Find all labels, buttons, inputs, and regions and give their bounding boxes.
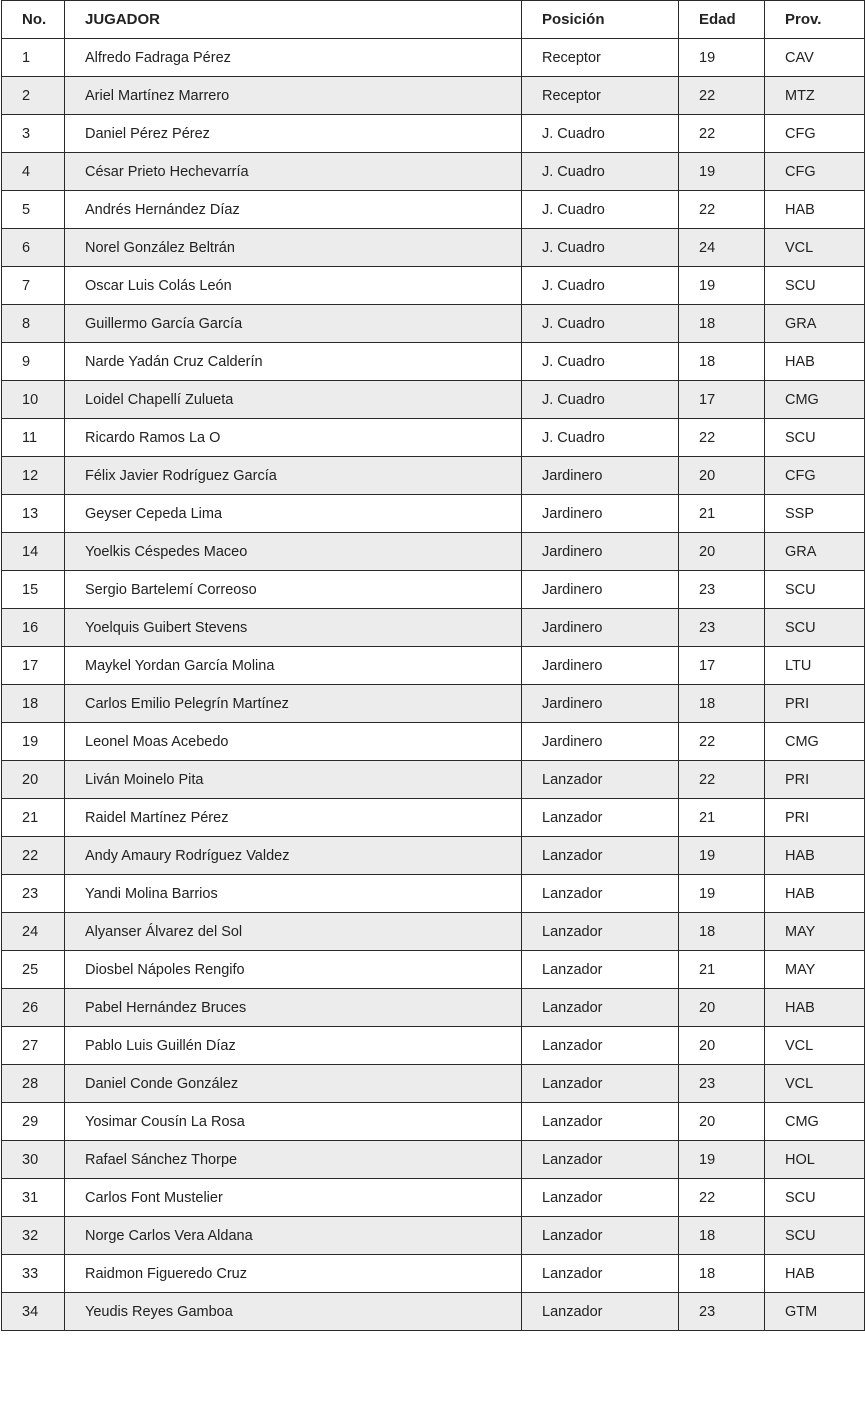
cell-age: 22 bbox=[679, 77, 765, 115]
cell-province: HAB bbox=[765, 875, 865, 913]
cell-age: 18 bbox=[679, 913, 765, 951]
cell-age: 24 bbox=[679, 229, 765, 267]
cell-position: Jardinero bbox=[522, 457, 679, 495]
players-table bbox=[1, 0, 865, 1331]
cell-province: VCL bbox=[765, 229, 865, 267]
cell-age: 18 bbox=[679, 1255, 765, 1293]
cell-number: 20 bbox=[2, 761, 65, 799]
cell-province: CMG bbox=[765, 1103, 865, 1141]
cell-number: 22 bbox=[2, 837, 65, 875]
table-row bbox=[2, 381, 865, 419]
cell-age: 20 bbox=[679, 533, 765, 571]
table-row bbox=[2, 1103, 865, 1141]
cell-province: CFG bbox=[765, 153, 865, 191]
cell-number: 14 bbox=[2, 533, 65, 571]
cell-age: 19 bbox=[679, 267, 765, 305]
cell-player-name: Loidel Chapellí Zulueta bbox=[65, 381, 522, 419]
cell-number: 2 bbox=[2, 77, 65, 115]
cell-province: SCU bbox=[765, 419, 865, 457]
cell-position: Jardinero bbox=[522, 685, 679, 723]
table-row bbox=[2, 153, 865, 191]
cell-province: SCU bbox=[765, 609, 865, 647]
cell-number: 3 bbox=[2, 115, 65, 153]
cell-position: J. Cuadro bbox=[522, 343, 679, 381]
cell-player-name: Ariel Martínez Marrero bbox=[65, 77, 522, 115]
table-row bbox=[2, 267, 865, 305]
cell-province: HAB bbox=[765, 989, 865, 1027]
cell-player-name: Daniel Conde González bbox=[65, 1065, 522, 1103]
cell-age: 22 bbox=[679, 761, 765, 799]
cell-province: GTM bbox=[765, 1293, 865, 1331]
header-age: Edad bbox=[679, 1, 765, 39]
table-row bbox=[2, 685, 865, 723]
cell-province: MAY bbox=[765, 951, 865, 989]
cell-position: Lanzador bbox=[522, 1103, 679, 1141]
cell-player-name: Yoelquis Guibert Stevens bbox=[65, 609, 522, 647]
cell-position: J. Cuadro bbox=[522, 419, 679, 457]
cell-player-name: Andrés Hernández Díaz bbox=[65, 191, 522, 229]
cell-number: 9 bbox=[2, 343, 65, 381]
cell-province: SCU bbox=[765, 1179, 865, 1217]
cell-age: 20 bbox=[679, 1027, 765, 1065]
cell-number: 13 bbox=[2, 495, 65, 533]
cell-province: VCL bbox=[765, 1027, 865, 1065]
cell-age: 22 bbox=[679, 115, 765, 153]
cell-player-name: Félix Javier Rodríguez García bbox=[65, 457, 522, 495]
cell-position: Lanzador bbox=[522, 1255, 679, 1293]
cell-age: 23 bbox=[679, 571, 765, 609]
cell-number: 26 bbox=[2, 989, 65, 1027]
table-row bbox=[2, 419, 865, 457]
cell-age: 18 bbox=[679, 1217, 765, 1255]
cell-position: Jardinero bbox=[522, 495, 679, 533]
table-row bbox=[2, 495, 865, 533]
table-row bbox=[2, 1293, 865, 1331]
cell-province: MAY bbox=[765, 913, 865, 951]
cell-position: J. Cuadro bbox=[522, 381, 679, 419]
table-row bbox=[2, 989, 865, 1027]
cell-province: HAB bbox=[765, 343, 865, 381]
table-body bbox=[2, 39, 865, 1331]
cell-position: Lanzador bbox=[522, 1141, 679, 1179]
cell-number: 1 bbox=[2, 39, 65, 77]
header-player: JUGADOR bbox=[65, 1, 522, 39]
table-header bbox=[2, 1, 865, 39]
cell-position: Lanzador bbox=[522, 761, 679, 799]
cell-player-name: Daniel Pérez Pérez bbox=[65, 115, 522, 153]
cell-number: 29 bbox=[2, 1103, 65, 1141]
cell-number: 5 bbox=[2, 191, 65, 229]
cell-province: SCU bbox=[765, 267, 865, 305]
cell-position: Lanzador bbox=[522, 1065, 679, 1103]
cell-province: LTU bbox=[765, 647, 865, 685]
cell-province: GRA bbox=[765, 305, 865, 343]
cell-number: 4 bbox=[2, 153, 65, 191]
cell-number: 21 bbox=[2, 799, 65, 837]
cell-player-name: Andy Amaury Rodríguez Valdez bbox=[65, 837, 522, 875]
cell-player-name: Maykel Yordan García Molina bbox=[65, 647, 522, 685]
cell-number: 33 bbox=[2, 1255, 65, 1293]
cell-position: Lanzador bbox=[522, 951, 679, 989]
cell-age: 22 bbox=[679, 723, 765, 761]
cell-number: 7 bbox=[2, 267, 65, 305]
cell-province: CMG bbox=[765, 381, 865, 419]
table-row bbox=[2, 1179, 865, 1217]
header-province: Prov. bbox=[765, 1, 865, 39]
cell-number: 24 bbox=[2, 913, 65, 951]
cell-province: GRA bbox=[765, 533, 865, 571]
cell-position: Lanzador bbox=[522, 1179, 679, 1217]
cell-player-name: Carlos Emilio Pelegrín Martínez bbox=[65, 685, 522, 723]
table-row bbox=[2, 457, 865, 495]
cell-age: 23 bbox=[679, 1293, 765, 1331]
cell-age: 19 bbox=[679, 153, 765, 191]
cell-position: Lanzador bbox=[522, 875, 679, 913]
cell-age: 22 bbox=[679, 1179, 765, 1217]
cell-age: 23 bbox=[679, 609, 765, 647]
cell-player-name: Norge Carlos Vera Aldana bbox=[65, 1217, 522, 1255]
cell-age: 20 bbox=[679, 989, 765, 1027]
table-row bbox=[2, 723, 865, 761]
table-row bbox=[2, 571, 865, 609]
cell-position: J. Cuadro bbox=[522, 229, 679, 267]
cell-position: Lanzador bbox=[522, 1217, 679, 1255]
header-row bbox=[2, 1, 865, 39]
table-row bbox=[2, 837, 865, 875]
table-row bbox=[2, 799, 865, 837]
cell-province: VCL bbox=[765, 1065, 865, 1103]
cell-province: CFG bbox=[765, 115, 865, 153]
cell-number: 12 bbox=[2, 457, 65, 495]
cell-player-name: Yandi Molina Barrios bbox=[65, 875, 522, 913]
header-position: Posición bbox=[522, 1, 679, 39]
table-row bbox=[2, 1255, 865, 1293]
cell-player-name: Pablo Luis Guillén Díaz bbox=[65, 1027, 522, 1065]
cell-province: CAV bbox=[765, 39, 865, 77]
cell-province: MTZ bbox=[765, 77, 865, 115]
table-row bbox=[2, 115, 865, 153]
cell-position: Receptor bbox=[522, 77, 679, 115]
cell-province: HAB bbox=[765, 191, 865, 229]
cell-age: 19 bbox=[679, 39, 765, 77]
cell-player-name: Yoelkis Céspedes Maceo bbox=[65, 533, 522, 571]
cell-number: 16 bbox=[2, 609, 65, 647]
cell-player-name: Raidel Martínez Pérez bbox=[65, 799, 522, 837]
table-row bbox=[2, 1065, 865, 1103]
cell-position: J. Cuadro bbox=[522, 153, 679, 191]
cell-province: SSP bbox=[765, 495, 865, 533]
cell-age: 17 bbox=[679, 647, 765, 685]
cell-age: 18 bbox=[679, 343, 765, 381]
cell-position: Jardinero bbox=[522, 609, 679, 647]
table-row bbox=[2, 533, 865, 571]
cell-age: 23 bbox=[679, 1065, 765, 1103]
header-no: No. bbox=[2, 1, 65, 39]
cell-position: Jardinero bbox=[522, 723, 679, 761]
cell-age: 22 bbox=[679, 419, 765, 457]
cell-age: 20 bbox=[679, 1103, 765, 1141]
cell-player-name: Oscar Luis Colás León bbox=[65, 267, 522, 305]
cell-number: 25 bbox=[2, 951, 65, 989]
table-row bbox=[2, 1141, 865, 1179]
cell-position: Lanzador bbox=[522, 799, 679, 837]
cell-age: 21 bbox=[679, 799, 765, 837]
cell-province: PRI bbox=[765, 761, 865, 799]
table-row bbox=[2, 609, 865, 647]
cell-age: 21 bbox=[679, 495, 765, 533]
cell-player-name: Yosimar Cousín La Rosa bbox=[65, 1103, 522, 1141]
table-row bbox=[2, 305, 865, 343]
cell-province: PRI bbox=[765, 799, 865, 837]
cell-age: 19 bbox=[679, 837, 765, 875]
cell-number: 19 bbox=[2, 723, 65, 761]
cell-player-name: Yeudis Reyes Gamboa bbox=[65, 1293, 522, 1331]
cell-number: 17 bbox=[2, 647, 65, 685]
table-row bbox=[2, 39, 865, 77]
cell-number: 32 bbox=[2, 1217, 65, 1255]
cell-age: 18 bbox=[679, 685, 765, 723]
table-row bbox=[2, 913, 865, 951]
cell-player-name: Carlos Font Mustelier bbox=[65, 1179, 522, 1217]
cell-province: HAB bbox=[765, 837, 865, 875]
cell-province: CMG bbox=[765, 723, 865, 761]
cell-number: 34 bbox=[2, 1293, 65, 1331]
table-row bbox=[2, 875, 865, 913]
cell-position: Lanzador bbox=[522, 1293, 679, 1331]
cell-age: 21 bbox=[679, 951, 765, 989]
cell-position: Jardinero bbox=[522, 533, 679, 571]
cell-age: 19 bbox=[679, 1141, 765, 1179]
table-row bbox=[2, 647, 865, 685]
cell-player-name: Norel González Beltrán bbox=[65, 229, 522, 267]
cell-player-name: Raidmon Figueredo Cruz bbox=[65, 1255, 522, 1293]
cell-player-name: César Prieto Hechevarría bbox=[65, 153, 522, 191]
cell-player-name: Rafael Sánchez Thorpe bbox=[65, 1141, 522, 1179]
cell-position: Receptor bbox=[522, 39, 679, 77]
cell-player-name: Leonel Moas Acebedo bbox=[65, 723, 522, 761]
cell-number: 31 bbox=[2, 1179, 65, 1217]
cell-province: SCU bbox=[765, 1217, 865, 1255]
cell-position: Lanzador bbox=[522, 913, 679, 951]
cell-age: 22 bbox=[679, 191, 765, 229]
table-row bbox=[2, 343, 865, 381]
table-row bbox=[2, 1217, 865, 1255]
cell-number: 10 bbox=[2, 381, 65, 419]
cell-player-name: Pabel Hernández Bruces bbox=[65, 989, 522, 1027]
cell-number: 28 bbox=[2, 1065, 65, 1103]
cell-position: Jardinero bbox=[522, 647, 679, 685]
cell-player-name: Diosbel Nápoles Rengifo bbox=[65, 951, 522, 989]
table-row bbox=[2, 191, 865, 229]
cell-position: J. Cuadro bbox=[522, 191, 679, 229]
cell-position: Lanzador bbox=[522, 1027, 679, 1065]
table-row bbox=[2, 1027, 865, 1065]
cell-province: SCU bbox=[765, 571, 865, 609]
cell-province: HOL bbox=[765, 1141, 865, 1179]
cell-number: 11 bbox=[2, 419, 65, 457]
table-row bbox=[2, 77, 865, 115]
cell-position: Lanzador bbox=[522, 837, 679, 875]
cell-position: Lanzador bbox=[522, 989, 679, 1027]
cell-province: PRI bbox=[765, 685, 865, 723]
cell-province: CFG bbox=[765, 457, 865, 495]
cell-number: 15 bbox=[2, 571, 65, 609]
cell-player-name: Alyanser Álvarez del Sol bbox=[65, 913, 522, 951]
cell-age: 18 bbox=[679, 305, 765, 343]
cell-position: J. Cuadro bbox=[522, 267, 679, 305]
cell-number: 6 bbox=[2, 229, 65, 267]
cell-position: J. Cuadro bbox=[522, 305, 679, 343]
cell-province: HAB bbox=[765, 1255, 865, 1293]
cell-number: 8 bbox=[2, 305, 65, 343]
cell-number: 18 bbox=[2, 685, 65, 723]
cell-number: 27 bbox=[2, 1027, 65, 1065]
cell-age: 20 bbox=[679, 457, 765, 495]
cell-player-name: Ricardo Ramos La O bbox=[65, 419, 522, 457]
cell-player-name: Liván Moinelo Pita bbox=[65, 761, 522, 799]
cell-age: 17 bbox=[679, 381, 765, 419]
cell-player-name: Sergio Bartelemí Correoso bbox=[65, 571, 522, 609]
cell-player-name: Geyser Cepeda Lima bbox=[65, 495, 522, 533]
cell-player-name: Alfredo Fadraga Pérez bbox=[65, 39, 522, 77]
cell-number: 30 bbox=[2, 1141, 65, 1179]
cell-age: 19 bbox=[679, 875, 765, 913]
cell-position: J. Cuadro bbox=[522, 115, 679, 153]
cell-player-name: Narde Yadán Cruz Calderín bbox=[65, 343, 522, 381]
cell-position: Jardinero bbox=[522, 571, 679, 609]
table-row bbox=[2, 761, 865, 799]
table-row bbox=[2, 951, 865, 989]
table-row bbox=[2, 229, 865, 267]
cell-player-name: Guillermo García García bbox=[65, 305, 522, 343]
cell-number: 23 bbox=[2, 875, 65, 913]
